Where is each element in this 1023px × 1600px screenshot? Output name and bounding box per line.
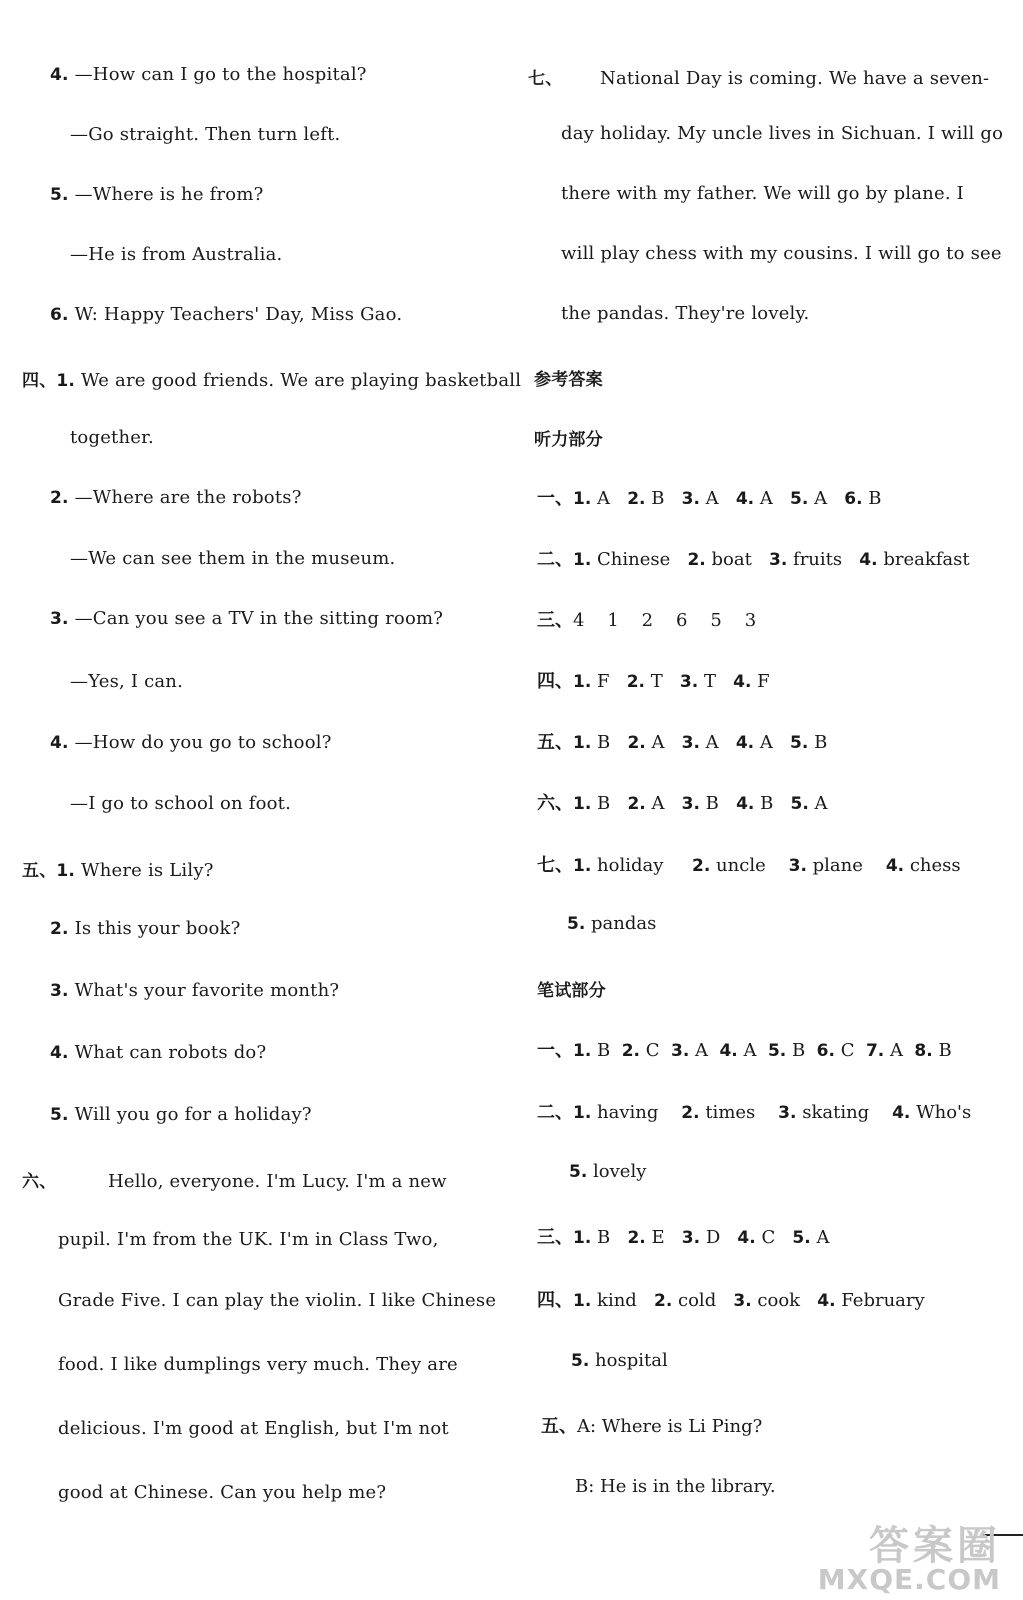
text-line: 六、 Hello, everyone. I'm Lucy. I'm a new (22, 1171, 447, 1192)
answer-row: 二、1. having 2. times 3. skating 4. Who's (537, 1102, 972, 1123)
text-line: —Go straight. Then turn left. (70, 124, 341, 145)
listening-heading: 听力部分 (534, 430, 603, 450)
text-line: 五、1. Where is Lily? (22, 860, 214, 881)
answer-row: 五、A: Where is Li Ping? (541, 1416, 763, 1437)
answers-heading: 参考答案 (534, 370, 603, 390)
watermark-url: MXQE.COM (817, 1563, 1001, 1596)
answer-row: 四、1. kind 2. cold 3. cook 4. February (537, 1290, 925, 1311)
text-line: —Yes, I can. (70, 671, 184, 692)
answer-row: 一、1. A 2. B 3. A 4. A 5. A 6. B (537, 488, 882, 509)
text-line: good at Chinese. Can you help me? (58, 1482, 387, 1503)
text-line: 七、 National Day is coming. We have a seven- (528, 68, 990, 89)
text-line: Grade Five. I can play the violin. I like Chinese (58, 1290, 497, 1311)
text-line: 3. What's your favorite month? (50, 980, 340, 1001)
text-line: —He is from Australia. (70, 244, 283, 265)
text-line: 4. —How do you go to school? (50, 732, 332, 753)
text-line: 2. Is this your book? (50, 918, 241, 939)
answer-row: 三、1. B 2. E 3. D 4. C 5. A (537, 1227, 830, 1248)
watermark-logo: 答案圈 (869, 1523, 1001, 1569)
answer-row: 三、4 1 2 6 5 3 (537, 610, 757, 631)
text-line: 5. —Where is he from? (50, 184, 264, 205)
text-line: food. I like dumplings very much. They are (58, 1354, 458, 1375)
answer-row: 四、1. F 2. T 3. T 4. F (537, 671, 770, 692)
text-line: 四、1. We are good friends. We are playing basketball (22, 370, 522, 391)
text-line: there with my father. We will go by plane. I (561, 183, 964, 204)
text-line: 4. What can robots do? (50, 1042, 267, 1063)
text-line: 5. Will you go for a holiday? (50, 1104, 312, 1125)
text-line: will play chess with my cousins. I will go to see (561, 243, 1002, 264)
text-line: together. (70, 427, 154, 448)
answer-row: 5. hospital (571, 1350, 668, 1371)
watermark (817, 1523, 1001, 1596)
text-line: —I go to school on foot. (70, 793, 292, 814)
text-line: 6. W: Happy Teachers' Day, Miss Gao. (50, 304, 403, 325)
answer-row: 5. lovely (569, 1161, 647, 1182)
answer-row: 六、1. B 2. A 3. B 4. B 5. A (537, 793, 828, 814)
text-line: 4. —How can I go to the hospital? (50, 64, 367, 85)
answer-row: 5. pandas (567, 913, 657, 934)
answer-row: 七、1. holiday 2. uncle 3. plane 4. chess (537, 855, 961, 876)
text-line: pupil. I'm from the UK. I'm in Class Two, (58, 1229, 439, 1250)
text-line: day holiday. My uncle lives in Sichuan. I will go (561, 123, 1004, 144)
text-line: —We can see them in the museum. (70, 548, 396, 569)
answer-row: 五、1. B 2. A 3. A 4. A 5. B (537, 732, 828, 753)
text-line: delicious. I'm good at English, but I'm not (58, 1418, 449, 1439)
text-line: the pandas. They're lovely. (561, 303, 810, 324)
writing-heading: 笔试部分 (537, 981, 606, 1001)
answer-row: 一、1. B 2. C 3. A 4. A 5. B 6. C 7. A 8. B (537, 1040, 952, 1061)
answer-row: B: He is in the library. (575, 1476, 776, 1497)
answer-row: 二、1. Chinese 2. boat 3. fruits 4. breakfast (537, 549, 970, 570)
text-line: 2. —Where are the robots? (50, 487, 302, 508)
text-line: 3. —Can you see a TV in the sitting room? (50, 608, 444, 629)
